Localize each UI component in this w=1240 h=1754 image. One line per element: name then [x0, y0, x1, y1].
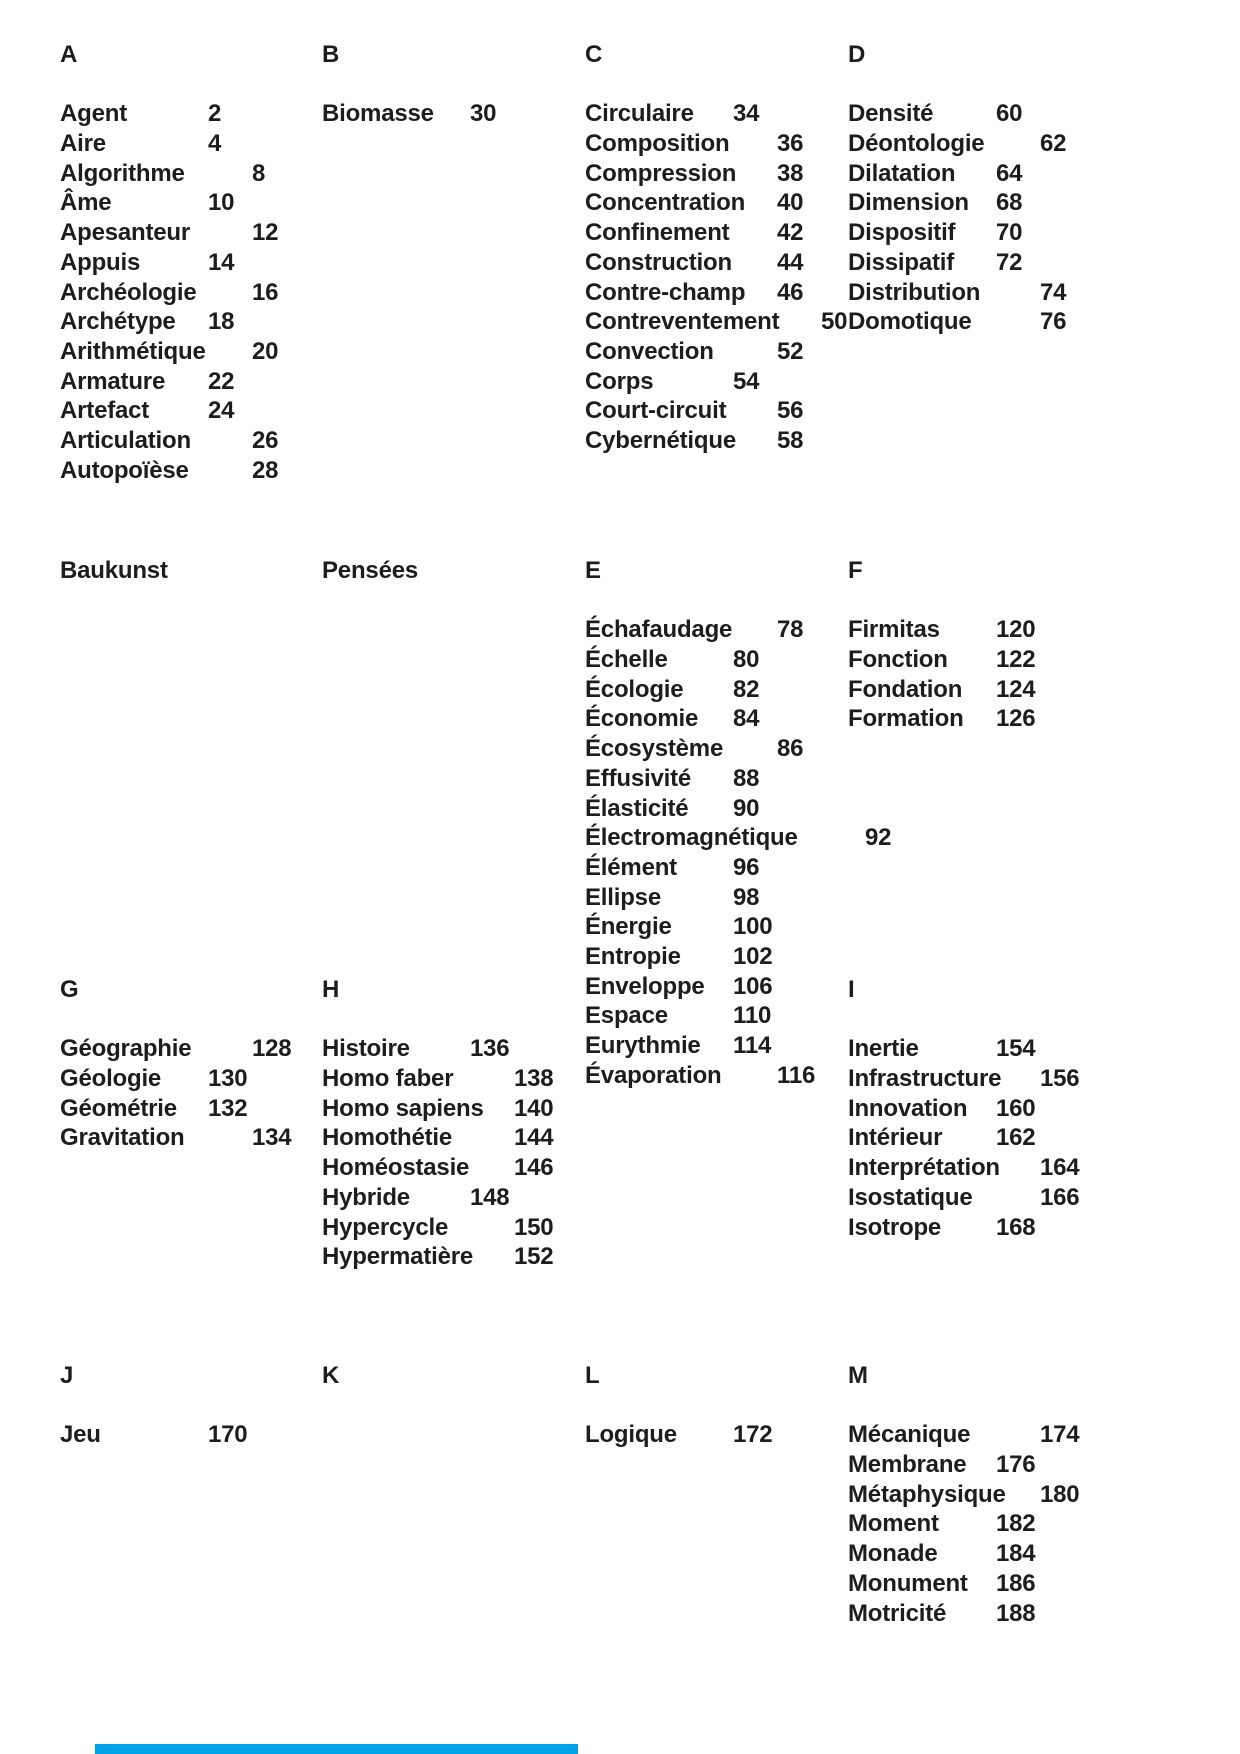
index-section-k [322, 1361, 339, 1420]
index-section-d [848, 40, 1067, 337]
index-entry [60, 218, 279, 248]
section-heading: J [60, 1362, 74, 1389]
entry-page-number: 154 [996, 1035, 1036, 1063]
entry-page-number: 156 [1040, 1065, 1080, 1093]
entry-term: Composition [585, 130, 730, 158]
index-entry [585, 704, 798, 734]
index-entry [585, 129, 804, 159]
entry-page-number: 40 [777, 189, 804, 217]
entry-list [848, 99, 1067, 337]
entry-term: Artefact [60, 397, 150, 425]
entry-page-number: 12 [252, 219, 279, 247]
entry-page-number: 86 [777, 735, 804, 763]
entry-term: Entropie [585, 942, 681, 970]
entry-term: Corps [585, 367, 654, 395]
entry-term: Jeu [60, 1421, 101, 1449]
entry-term: Élément [585, 853, 677, 881]
entry-term: Confinement [585, 219, 730, 247]
index-entry [60, 1094, 248, 1124]
section-heading: D [848, 41, 866, 68]
entry-page-number: 168 [996, 1213, 1036, 1241]
entry-page-number: 84 [733, 705, 760, 733]
entry-page-number: 20 [252, 337, 279, 365]
entry-term: Homothétie [322, 1124, 453, 1152]
index-entry [848, 615, 1036, 645]
entry-term: Hypercycle [322, 1213, 449, 1241]
entry-term: Contreventement [585, 308, 780, 336]
entry-page-number: 56 [777, 397, 804, 425]
entry-page-number: 124 [996, 675, 1036, 703]
index-entry [60, 1034, 292, 1064]
entry-term: Firmitas [848, 616, 940, 644]
entry-term: Compression [585, 159, 737, 187]
entry-term: Eurythmie [585, 1032, 701, 1059]
entry-term: Écosystème [585, 735, 724, 763]
entry-term: Enveloppe [585, 972, 705, 1000]
entry-page-number: 102 [733, 942, 773, 970]
entry-term: Homéostasie [322, 1154, 470, 1182]
index-section-c [585, 40, 848, 456]
entry-term: Échelle [585, 646, 668, 674]
index-entry [585, 645, 798, 675]
index-entry [848, 1480, 1080, 1510]
index-entry [60, 456, 279, 486]
entry-page-number: 76 [1040, 308, 1067, 336]
index-entry [848, 1420, 1080, 1450]
entry-term: Dilatation [848, 159, 956, 187]
entry-page-number: 128 [252, 1035, 292, 1063]
entry-term: Géologie [60, 1065, 162, 1093]
index-entry [585, 1061, 816, 1091]
entry-term: Infrastructure [848, 1065, 1002, 1093]
index-entry [60, 248, 235, 278]
index-entry [585, 278, 804, 308]
entry-page-number: 130 [208, 1065, 248, 1093]
index-entry [848, 1094, 1036, 1124]
entry-term: Inertie [848, 1035, 919, 1063]
entry-term: Archétype [60, 308, 176, 336]
entry-page-number: 58 [777, 426, 804, 454]
entry-page-number: 150 [514, 1213, 554, 1241]
entry-page-number: 38 [777, 159, 804, 187]
entry-term: Hypermatière [322, 1243, 474, 1271]
index-entry [585, 942, 798, 972]
entry-page-number: 106 [733, 972, 773, 1000]
index-entry [60, 367, 235, 397]
entry-term: Mécanique [848, 1421, 971, 1449]
entry-page-number: 64 [996, 159, 1023, 187]
section-heading: G [60, 976, 79, 1003]
entry-list [60, 1034, 292, 1153]
index-entry [848, 278, 1067, 308]
entry-term: Armature [60, 367, 166, 395]
index-entry [585, 188, 804, 218]
section-heading: F [848, 557, 863, 584]
section-heading: K [322, 1362, 340, 1389]
entry-term: Dimension [848, 189, 969, 217]
entry-term: Fondation [848, 675, 963, 703]
index-entry [585, 1031, 798, 1061]
entry-page-number: 88 [733, 764, 760, 792]
entry-page-number: 78 [777, 616, 804, 644]
entry-page-number: 72 [996, 248, 1023, 276]
entry-page-number: 160 [996, 1094, 1036, 1122]
entry-term: Hybride [322, 1183, 410, 1211]
index-entry [848, 1450, 1036, 1480]
entry-term: Échafaudage [585, 616, 733, 644]
entry-page-number: 26 [252, 426, 279, 454]
index-entry [60, 307, 235, 337]
entry-page-number: 144 [514, 1124, 554, 1152]
entry-term: Dissipatif [848, 248, 955, 276]
entry-page-number: 74 [1040, 278, 1067, 306]
index-entry [585, 337, 804, 367]
index-entry [60, 278, 279, 308]
entry-page-number: 8 [252, 159, 266, 187]
index-entry [848, 1539, 1036, 1569]
entry-term: Agent [60, 100, 127, 128]
entry-term: Évaporation [585, 1061, 722, 1089]
entry-page-number: 44 [777, 248, 804, 276]
section-heading: C [585, 41, 603, 68]
index-entry [848, 1599, 1036, 1629]
entry-page-number: 80 [733, 646, 760, 674]
index-section-f [848, 556, 1036, 734]
entry-page-number: 54 [733, 367, 760, 395]
entry-page-number: 46 [777, 278, 804, 306]
entry-page-number: 92 [865, 824, 892, 852]
entry-term: Domotique [848, 308, 972, 336]
index-entry [585, 1420, 773, 1450]
entry-page-number: 162 [996, 1124, 1036, 1152]
entry-list [848, 615, 1036, 734]
entry-term: Innovation [848, 1094, 968, 1122]
index-section-j [60, 1361, 248, 1450]
entry-term: Gravitation [60, 1124, 185, 1152]
entry-term: Motricité [848, 1599, 947, 1627]
entry-page-number: 172 [733, 1421, 773, 1449]
index-entry [585, 159, 804, 189]
section-heading: H [322, 976, 340, 1003]
entry-page-number: 152 [514, 1243, 554, 1271]
index-entry [322, 1213, 554, 1243]
entry-term: Électromagnétique [585, 824, 798, 852]
entry-term: Géométrie [60, 1094, 177, 1122]
index-entry [585, 367, 779, 397]
entry-term: Écologie [585, 675, 684, 703]
entry-page-number: 42 [777, 219, 804, 247]
entry-term: Histoire [322, 1035, 410, 1063]
index-entry [848, 129, 1067, 159]
entry-page-number: 52 [777, 337, 804, 365]
entry-page-number: 100 [733, 913, 773, 941]
entry-page-number: 4 [208, 130, 222, 158]
entry-term: Formation [848, 705, 964, 733]
index-entry [848, 1569, 1036, 1599]
section-heading: A [60, 41, 78, 68]
entry-page-number: 98 [733, 883, 760, 911]
entry-term: Concentration [585, 189, 746, 217]
entry-term: Homo faber [322, 1065, 454, 1093]
index-entry [848, 188, 1023, 218]
entry-term: Circulaire [585, 100, 694, 128]
entry-term: Apesanteur [60, 219, 191, 247]
entry-term: Géographie [60, 1035, 192, 1063]
entry-page-number: 148 [470, 1183, 510, 1211]
entry-term: Intérieur [848, 1124, 943, 1152]
index-entry [585, 426, 804, 456]
index-entry [585, 1001, 798, 1031]
entry-list [322, 1034, 554, 1272]
entry-page-number: 186 [996, 1569, 1036, 1597]
entry-page-number: 18 [208, 308, 235, 336]
index-entry [585, 675, 798, 705]
index-section-l [585, 1361, 773, 1450]
section-heading: M [848, 1362, 868, 1389]
entry-term: Moment [848, 1510, 939, 1538]
entry-list [585, 99, 848, 455]
entry-page-number: 170 [208, 1421, 248, 1449]
entry-page-number: 34 [733, 100, 760, 128]
entry-page-number: 182 [996, 1510, 1036, 1538]
entry-term: Économie [585, 705, 699, 733]
entry-term: Monade [848, 1540, 938, 1568]
entry-term: Déontologie [848, 130, 985, 158]
entry-page-number: 70 [996, 219, 1023, 247]
index-entry [322, 1123, 554, 1153]
entry-page-number: 184 [996, 1540, 1036, 1568]
index-entry [60, 129, 222, 159]
entry-term: Âme [60, 189, 112, 217]
index-entry [585, 218, 804, 248]
section-heading: L [585, 1362, 600, 1389]
entry-page-number: 110 [733, 1002, 772, 1030]
entry-term: Fonction [848, 646, 948, 674]
entry-term: Monument [848, 1569, 968, 1597]
index-entry [322, 1242, 554, 1272]
entry-page-number: 174 [1040, 1421, 1080, 1449]
entry-page-number: 132 [208, 1094, 248, 1122]
entry-list [848, 1420, 1080, 1628]
index-entry [60, 1420, 248, 1450]
index-entry [848, 1034, 1036, 1064]
entry-page-number: 120 [996, 616, 1036, 644]
entry-list [585, 1420, 773, 1450]
index-entry [585, 794, 798, 824]
entry-term: Densité [848, 100, 934, 128]
index-section-a [60, 40, 279, 485]
entry-term: Arithmétique [60, 337, 206, 365]
entry-term: Ellipse [585, 883, 661, 911]
entry-term: Biomasse [322, 100, 434, 128]
entry-page-number: 30 [470, 100, 497, 128]
entry-page-number: 140 [514, 1094, 554, 1122]
section-heading: Baukunst [60, 557, 168, 584]
entry-page-number: 16 [252, 278, 279, 306]
index-entry [848, 1123, 1036, 1153]
entry-list [60, 99, 279, 485]
index-entry [848, 1213, 1036, 1243]
entry-term: Cybernétique [585, 426, 736, 454]
index-entry [585, 396, 804, 426]
entry-page-number: 136 [470, 1035, 510, 1063]
entry-term: Élasticité [585, 794, 689, 822]
index-entry [60, 1064, 248, 1094]
index-section-h [322, 975, 554, 1272]
index-entry [848, 704, 1036, 734]
entry-term: Contre-champ [585, 278, 746, 306]
index-entry [848, 1064, 1080, 1094]
entry-page-number: 134 [252, 1124, 292, 1152]
index-entry [848, 159, 1023, 189]
entry-page-number: 14 [208, 248, 235, 276]
entry-page-number: 180 [1040, 1480, 1080, 1508]
entry-term: Énergie [585, 913, 672, 941]
entry-page-number: 116 [777, 1061, 816, 1089]
index-entry [322, 1064, 554, 1094]
index-entry [60, 337, 279, 367]
entry-page-number: 62 [1040, 130, 1067, 158]
section-heading: Pensées [322, 557, 419, 584]
index-entry [585, 853, 798, 883]
entry-list [848, 1034, 1080, 1242]
index-entry [848, 248, 1023, 278]
entry-page-number: 122 [996, 646, 1036, 674]
entry-page-number: 82 [733, 675, 760, 703]
index-entry [848, 645, 1036, 675]
entry-term: Isostatique [848, 1183, 973, 1211]
index-entry [60, 396, 235, 426]
entry-term: Articulation [60, 426, 191, 454]
index-entry [585, 823, 892, 853]
index-entry [848, 1509, 1036, 1539]
entry-page-number: 146 [514, 1154, 554, 1182]
index-entry [60, 426, 279, 456]
bottom-accent-bar [95, 1744, 578, 1754]
entry-term: Distribution [848, 278, 981, 306]
index-section-baukunst [60, 556, 168, 615]
entry-term: Convection [585, 337, 714, 365]
section-heading: I [848, 976, 855, 1003]
index-entry [848, 1153, 1080, 1183]
entry-term: Interprétation [848, 1154, 1000, 1182]
index-entry [585, 615, 804, 645]
entry-page-number: 24 [208, 397, 235, 425]
entry-page-number: 114 [733, 1032, 772, 1059]
entry-list [60, 1420, 248, 1450]
entry-page-number: 138 [514, 1065, 554, 1093]
index-entry [585, 307, 848, 337]
index-entry [60, 99, 222, 129]
entry-page-number: 90 [733, 794, 760, 822]
index-entry [848, 1183, 1080, 1213]
index-section-g [60, 975, 292, 1153]
entry-page-number: 22 [208, 367, 235, 395]
section-heading: B [322, 41, 340, 68]
entry-term: Homo sapiens [322, 1094, 484, 1122]
index-entry [585, 764, 798, 794]
entry-term: Isotrope [848, 1213, 942, 1241]
index-entry [322, 1183, 510, 1213]
entry-page-number: 28 [252, 456, 279, 484]
index-entry [848, 99, 1023, 129]
entry-page-number: 126 [996, 705, 1036, 733]
entry-page-number: 36 [777, 130, 804, 158]
entry-page-number: 2 [208, 100, 222, 128]
index-entry [322, 1153, 554, 1183]
entry-term: Espace [585, 1002, 668, 1030]
entry-page-number: 188 [996, 1599, 1036, 1627]
index-entry [585, 734, 804, 764]
index-entry [585, 972, 798, 1002]
entry-term: Court-circuit [585, 397, 727, 425]
entry-page-number: 10 [208, 189, 235, 217]
entry-page-number: 164 [1040, 1154, 1080, 1182]
index-entry [60, 1123, 292, 1153]
index-entry [60, 159, 266, 189]
index-section-i [848, 975, 1080, 1242]
entry-term: Effusivité [585, 764, 692, 792]
entry-term: Algorithme [60, 159, 185, 187]
index-entry [585, 99, 779, 129]
index-entry [848, 218, 1023, 248]
entry-term: Autopoïèse [60, 456, 189, 484]
entry-term: Appuis [60, 248, 141, 276]
entry-term: Construction [585, 248, 732, 276]
entry-term: Aire [60, 130, 106, 158]
index-entry [60, 188, 235, 218]
index-entry [322, 99, 497, 129]
index-entry [585, 248, 804, 278]
index-entry [585, 912, 798, 942]
entry-term: Métaphysique [848, 1480, 1006, 1508]
index-entry [848, 675, 1036, 705]
index-entry [322, 1034, 510, 1064]
entry-page-number: 50 [821, 308, 848, 336]
index-entry [322, 1094, 554, 1124]
entry-page-number: 68 [996, 189, 1023, 217]
index-section-m [848, 1361, 1080, 1628]
index-entry [848, 307, 1067, 337]
entry-term: Dispositif [848, 219, 956, 247]
entry-page-number: 166 [1040, 1183, 1080, 1211]
section-heading: E [585, 557, 601, 584]
index-entry [585, 883, 798, 913]
entry-term: Archéologie [60, 278, 197, 306]
entry-page-number: 96 [733, 853, 760, 881]
entry-page-number: 60 [996, 100, 1023, 128]
entry-term: Membrane [848, 1451, 967, 1479]
index-section-pensees [322, 556, 418, 615]
entry-list [322, 99, 497, 129]
entry-term: Logique [585, 1421, 677, 1449]
entry-page-number: 176 [996, 1451, 1036, 1479]
index-section-b [322, 40, 497, 129]
